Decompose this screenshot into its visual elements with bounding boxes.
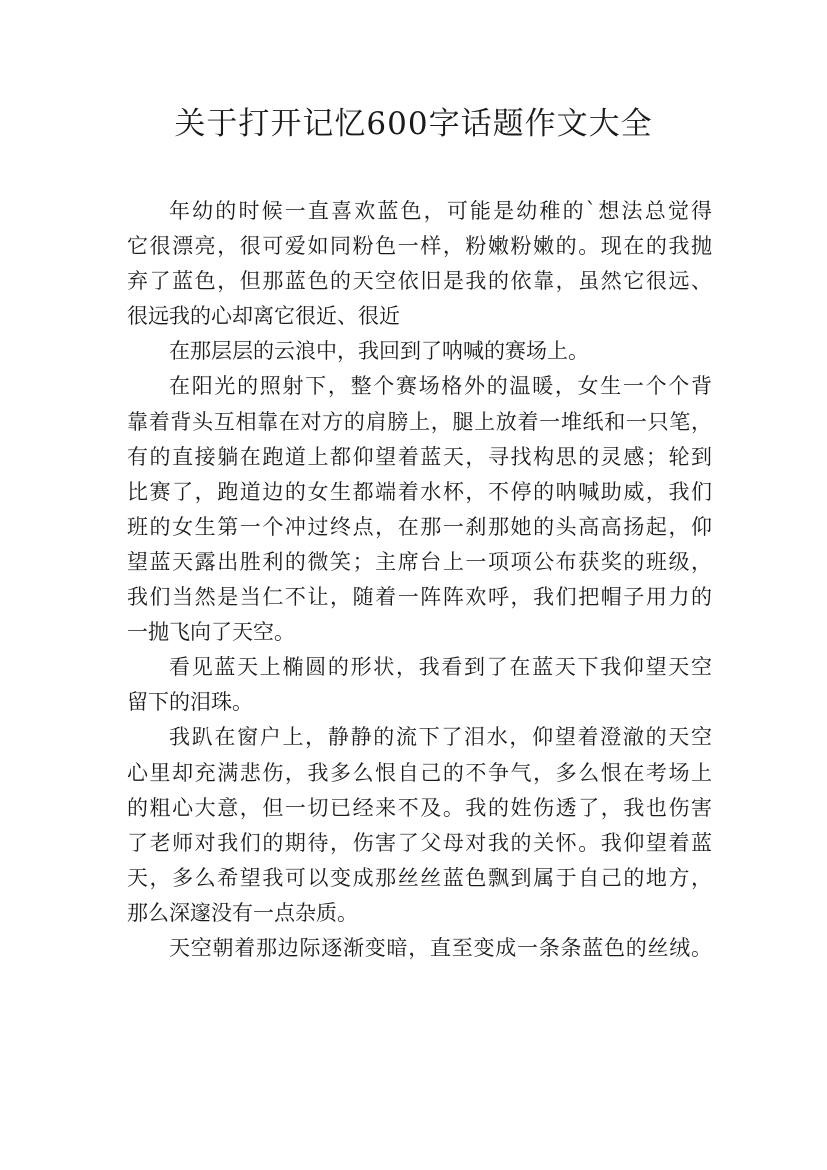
text-line: 留下的泪珠。 [127,690,253,715]
text-line: 天，多么希望我可以变成那丝丝蓝色飘到属于自己的地方， [127,865,712,890]
text-line: 它很漂亮，很可爱如同粉色一样，粉嫩粉嫩的。现在的我抛 [127,234,712,259]
text-line: 那么深邃没有一点杂质。 [127,900,358,925]
text-line: 比赛了，跑道边的女生都端着水杯，不停的呐喊助威，我们 [127,479,712,504]
text-line: 有的直接躺在跑道上都仰望着蓝天，寻找构思的灵感；轮到 [127,444,712,469]
essay-body [127,194,712,966]
text-line: 的粗心大意，但一切已经来不及。我的姓伤透了，我也伤害 [127,795,712,820]
text-line: 心里却充满悲伤，我多么恨自己的不争气，多么恨在考场上 [127,760,712,785]
text-line: 在那层层的云浪中，我回到了呐喊的赛场上。 [169,339,589,364]
text-line: 很远我的心却离它很近、很近 [127,304,400,329]
text-line: 年幼的时候一直喜欢蓝色，可能是幼稚的`想法总觉得 [169,199,712,223]
text-line: 一抛飞向了天空。 [127,620,295,645]
text-line: 了老师对我们的期待，伤害了父母对我的关怀。我仰望着蓝 [127,830,712,855]
text-line: 靠着背头互相靠在对方的肩膀上，腿上放着一堆纸和一只笔， [127,409,712,434]
text-line: 看见蓝天上椭圆的形状，我看到了在蓝天下我仰望天空 [169,655,712,680]
text-line: 天空朝着那边际逐渐变暗，直至变成一条条蓝色的丝绒。 [169,935,712,960]
document-title: 关于打开记忆600字话题作文大全 [174,106,653,142]
text-line: 在阳光的照射下，整个赛场格外的温暖，女生一个个背 [169,374,712,399]
text-line: 望蓝天露出胜利的微笑；主席台上一项项公布获奖的班级， [127,549,712,574]
text-line: 我趴在窗户上，静静的流下了泪水，仰望着澄澈的天空 [169,725,712,750]
text-line: 我们当然是当仁不让，随着一阵阵欢呼，我们把帽子用力的 [127,585,712,610]
text-line: 班的女生第一个冲过终点，在那一刹那她的头高高扬起，仰 [127,514,712,539]
text-line: 弃了蓝色，但那蓝色的天空依旧是我的依靠，虽然它很远、 [127,269,712,294]
